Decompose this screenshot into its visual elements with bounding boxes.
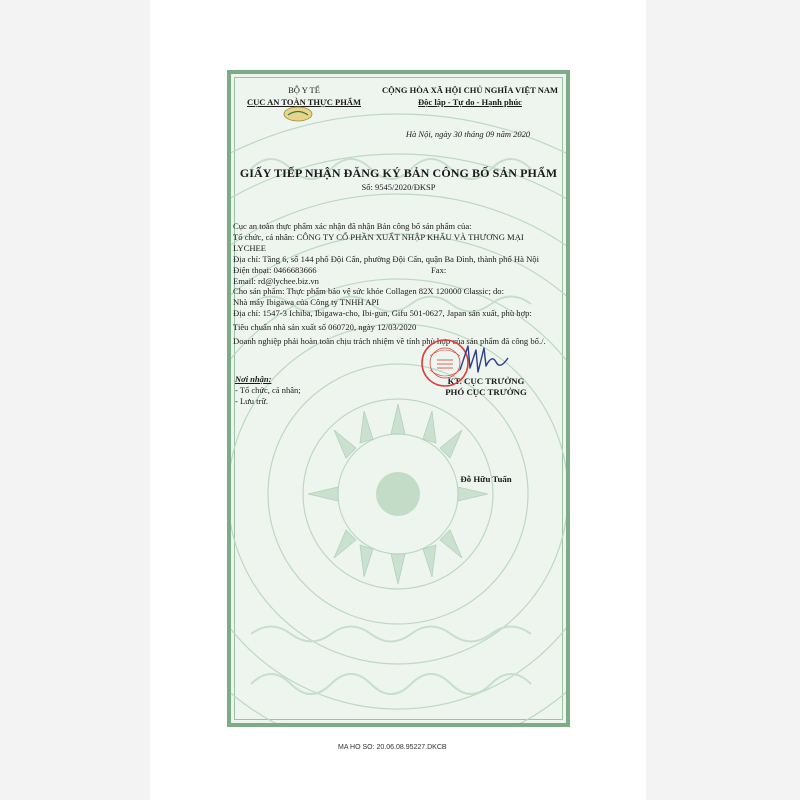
recipients-label: Nơi nhận: <box>235 374 272 384</box>
phone-fax-line <box>233 265 564 276</box>
document-body <box>233 221 564 347</box>
body-line: Doanh nghiệp phải hoàn toàn chịu trách nhiệm về tính phù hợp của sản phẩm đã công bố./. <box>233 336 546 347</box>
body-line: Cho sản phẩm: Thực phẩm bảo vệ sức khỏe Collagen 82X 120000 Classic; do: <box>233 286 504 297</box>
agency-name: CỤC AN TOÀN THỰC PHẨM <box>247 97 361 107</box>
document-number: Số: 9545/2020/ĐKSP <box>361 182 436 192</box>
recipient-item: - Tổ chức, cá nhân; <box>235 385 301 395</box>
ministry-name: BỘ Y TẾ <box>288 85 320 95</box>
body-line: Địa chỉ: Tầng 6, số 144 phố Đội Cấn, phường Đội Cấn, quận Ba Đình, thành phố Hà Nội <box>233 253 539 264</box>
email-line: Email: rd@lychee.biz.vn <box>233 275 319 286</box>
issue-date: Hà Nội, ngày 30 tháng 09 năm 2020 <box>405 129 531 139</box>
document-page <box>150 0 646 800</box>
left-margin <box>0 0 150 800</box>
body-line: Nhà máy Ibigawa của Công ty TNHH API <box>233 297 380 308</box>
signer-deputy-role: PHÓ CỤC TRƯỞNG <box>445 387 527 397</box>
fax-label: Fax: <box>431 264 447 275</box>
right-margin <box>646 0 800 800</box>
body-line: Tổ chức, cá nhân: CÔNG TY CỔ PHẦN XUẤT NHẬP KHẨU VÀ THƯƠNG MẠI <box>233 231 524 242</box>
document-title: GIẤY TIẾP NHẬN ĐĂNG KÝ BẢN CÔNG BỐ SẢN PHẨM <box>239 166 558 180</box>
country-name: CỘNG HÒA XÃ HỘI CHỦ NGHĨA VIỆT NAM <box>381 85 559 95</box>
national-header <box>377 84 563 108</box>
body-line: Tiêu chuẩn nhà sản xuất số 060720, ngày 12/03/2020 <box>233 322 417 333</box>
body-line: LYCHEE <box>233 242 267 253</box>
issuer-header <box>241 84 367 108</box>
dossier-code: MA HO SO: 20.06.08.95227.DKCB <box>338 744 447 751</box>
handwritten-signature <box>456 340 512 380</box>
signer-role: KT. CỤC TRƯỞNG <box>447 376 525 386</box>
national-motto: Độc lập - Tự do - Hạnh phúc <box>418 97 522 107</box>
recipient-item: - Lưu trữ. <box>235 395 269 406</box>
body-line: Cục an toàn thực phẩm xác nhận đã nhận Bản công bố sản phẩm của: <box>233 221 472 231</box>
body-line: Địa chỉ: 1547-3 Ichiba, Ibigawa-cho, Ibi-gun, Gifu 501-0627, Japan sản xuất, phù hợp: <box>233 308 532 319</box>
recipients-block <box>235 374 375 406</box>
signer-name: Đỗ Hữu Tuấn <box>460 474 512 484</box>
agency-logo-icon <box>283 106 313 122</box>
phone-number: Điện thoại: 0466683666 <box>233 264 317 275</box>
